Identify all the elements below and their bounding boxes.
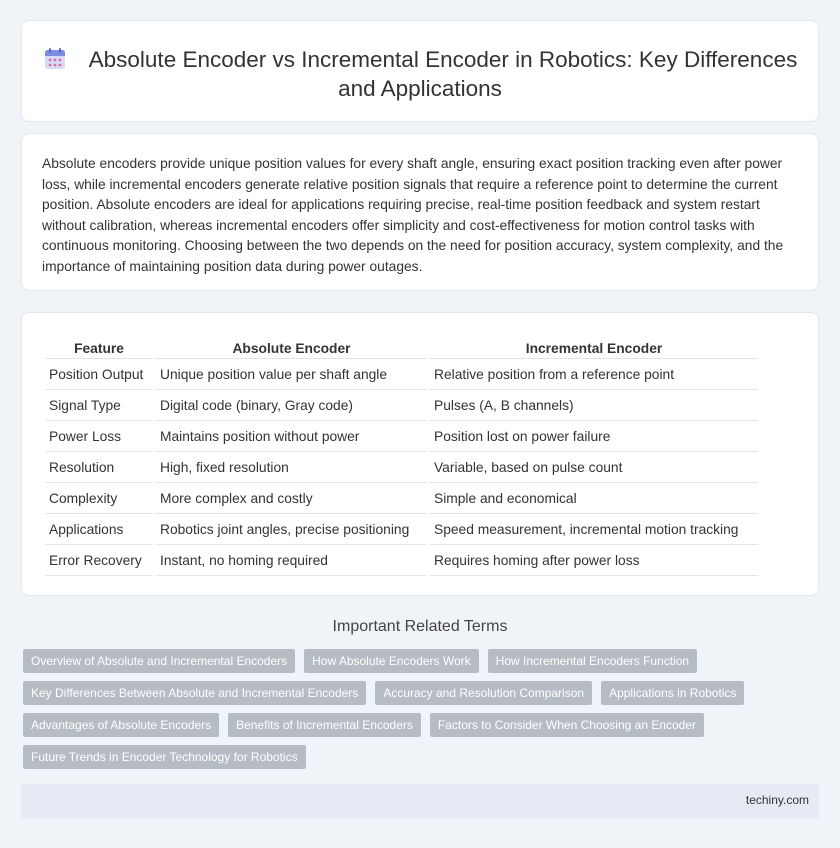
table-row xyxy=(45,421,758,452)
table-header-row xyxy=(45,333,758,359)
site-name[interactable]: techiny.com xyxy=(745,793,809,807)
table-row xyxy=(45,390,758,421)
title-card xyxy=(21,20,819,122)
page-title-text: Absolute Encoder vs Incremental Encoder in Robotics: Key Differences and Applications xyxy=(88,47,798,101)
feature-cell: Resolution xyxy=(45,452,153,483)
absolute-cell: Instant, no homing required xyxy=(156,545,427,576)
absolute-cell: More complex and costly xyxy=(156,483,427,514)
related-term-link[interactable]: How Absolute Encoders Work xyxy=(304,649,479,673)
comparison-card xyxy=(21,312,819,596)
incremental-cell: Relative position from a reference point xyxy=(430,359,758,390)
feature-cell: Complexity xyxy=(45,483,153,514)
feature-cell: Position Output xyxy=(45,359,153,390)
header-absolute-encoder: Absolute Encoder xyxy=(156,333,427,359)
related-term-link[interactable]: Future Trends in Encoder Technology for Robotics xyxy=(23,745,306,769)
tag-row xyxy=(23,681,813,713)
related-term-link[interactable]: How Incremental Encoders Function xyxy=(488,649,697,673)
intro-card xyxy=(21,133,819,291)
related-term-link[interactable]: Overview of Absolute and Incremental Encoders xyxy=(23,649,295,673)
table-row xyxy=(45,452,758,483)
incremental-cell: Variable, based on pulse count xyxy=(430,452,758,483)
absolute-cell: Digital code (binary, Gray code) xyxy=(156,390,427,421)
related-terms-heading: Important Related Terms xyxy=(332,618,508,635)
calendar-icon xyxy=(43,47,67,71)
feature-cell: Error Recovery xyxy=(45,545,153,576)
related-term-link[interactable]: Advantages of Absolute Encoders xyxy=(23,713,219,737)
footer xyxy=(21,784,819,818)
feature-cell: Signal Type xyxy=(45,390,153,421)
feature-cell: Applications xyxy=(45,514,153,545)
table-row xyxy=(45,514,758,545)
tag-row xyxy=(23,745,813,777)
incremental-cell: Speed measurement, incremental motion tracking xyxy=(430,514,758,545)
incremental-cell: Position lost on power failure xyxy=(430,421,758,452)
incremental-cell: Simple and economical xyxy=(430,483,758,514)
tag-row xyxy=(23,649,813,681)
tag-row xyxy=(23,713,813,745)
related-term-link[interactable]: Benefits of Incremental Encoders xyxy=(228,713,421,737)
incremental-cell: Requires homing after power loss xyxy=(430,545,758,576)
header-feature: Feature xyxy=(45,333,153,359)
related-term-link[interactable]: Applications in Robotics xyxy=(601,681,744,705)
header-incremental-encoder: Incremental Encoder xyxy=(430,333,758,359)
table-row xyxy=(45,545,758,576)
page-title xyxy=(22,45,818,103)
table-row xyxy=(45,483,758,514)
intro-paragraph: Absolute encoders provide unique position values for every shaft angle, ensuring exact position tracking even after power loss, while incremental encoders generate relative position signals that require a reference point to determine the current position. Absolute encoders are ideal for applications requiring precise, real-time position feedback and system restart without calibration, whereas incremental encoders offer simplicity and cost-effectiveness for motion control tasks with continuous monitoring. Choosing between the two depends on the need for position accuracy, system complexity, and the importance of maintaining position data during power outages. xyxy=(42,156,784,274)
related-term-link[interactable]: Key Differences Between Absolute and Incremental Encoders xyxy=(23,681,366,705)
absolute-cell: Robotics joint angles, precise positioning xyxy=(156,514,427,545)
feature-cell: Power Loss xyxy=(45,421,153,452)
absolute-cell: Maintains position without power xyxy=(156,421,427,452)
related-term-link[interactable]: Factors to Consider When Choosing an Encoder xyxy=(430,713,704,737)
absolute-cell: High, fixed resolution xyxy=(156,452,427,483)
table-row xyxy=(45,359,758,390)
incremental-cell: Pulses (A, B channels) xyxy=(430,390,758,421)
related-terms-tags xyxy=(23,649,813,777)
related-term-link[interactable]: Accuracy and Resolution Comparison xyxy=(375,681,592,705)
comparison-table xyxy=(42,333,761,576)
absolute-cell: Unique position value per shaft angle xyxy=(156,359,427,390)
